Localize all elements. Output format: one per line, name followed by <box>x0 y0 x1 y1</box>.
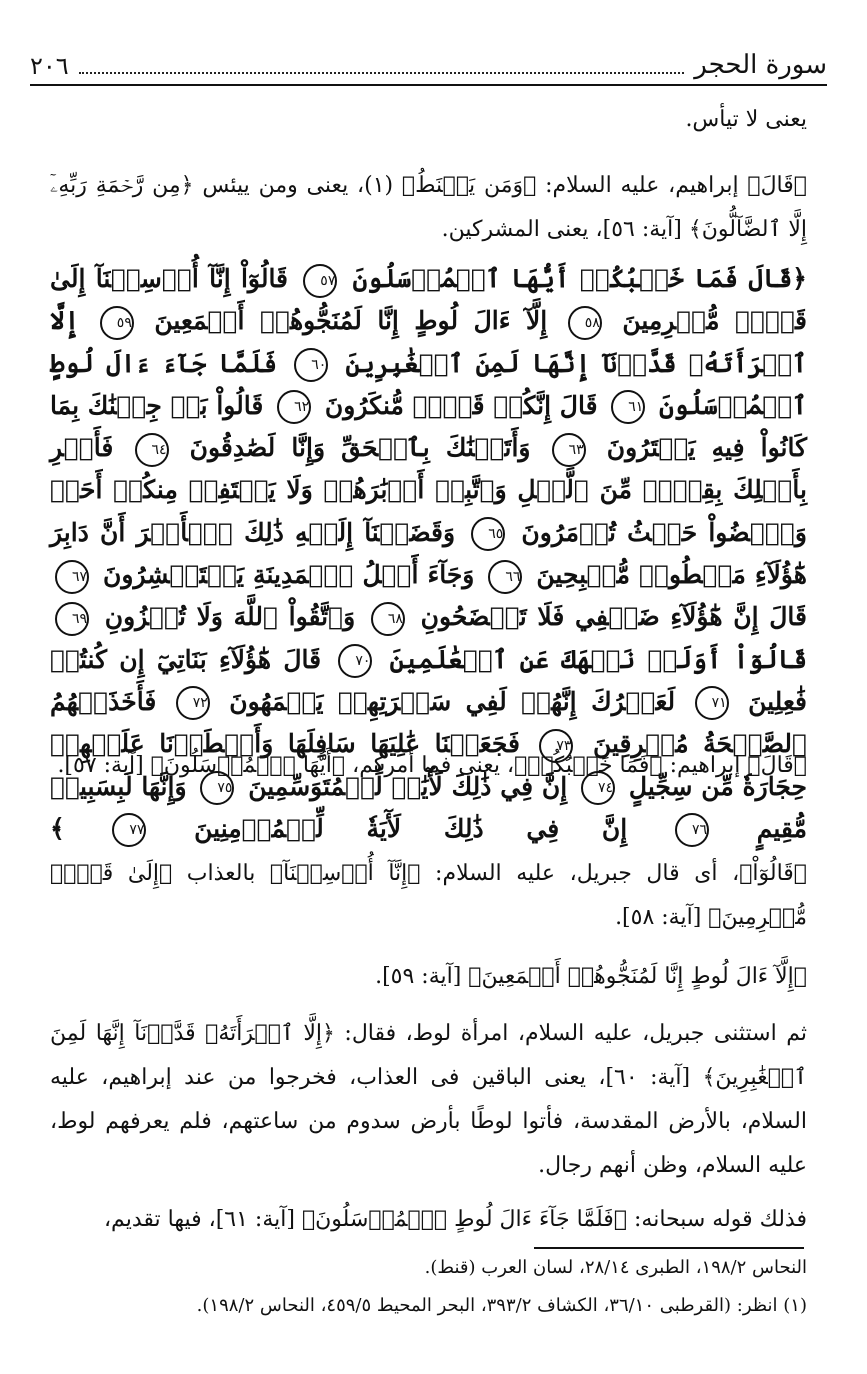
verse-number-medallion: ٦٦ <box>488 560 522 594</box>
verse-text: قَالَ إِنَّ هَٰٓؤُلَآءِ ضَيۡفِي فَلَا تَفۡضَحُونِ <box>420 602 807 632</box>
verse-text: قَالُوٓاْ إِنَّآ أُرۡسِلۡنَآ إِلَىٰ قَوۡمٖ مُّجۡرِمِينَ <box>50 264 807 336</box>
intro-line: يعنى لا تيأس. <box>685 107 807 132</box>
footnote-separator <box>534 1247 804 1249</box>
commentary-59: ﴿إِلَّآ ءَالَ لُوطٍ إِنَّا لَمُنَجُّوهُمۡ أَجۡمَعِينَ﴾ [آية: ٥٩]. <box>375 964 807 989</box>
verse-text: إِلَّا ٱمۡرَأَتَهُۥ قَدَّرۡنَآ إِنَّهَا لَمِنَ ٱلۡغَٰبِرِينَ <box>50 306 807 378</box>
verse-text: وَقَضَيۡنَآ إِلَيۡهِ ذَٰلِكَ ٱلۡأَمۡرَ أَنَّ دَابِرَ هَٰٓؤُلَآءِ مَقۡطُوعٞ مُّصۡبِحِينَ <box>50 517 807 590</box>
verse-text: فَلَمَّا جَآءَ ءَالَ لُوطٍ ٱلۡمُرۡسَلُونَ <box>50 348 807 420</box>
verse-text: وَٱتَّقُواْ ٱللَّهَ وَلَا تُخۡزُونِ <box>104 602 356 632</box>
verse-number-medallion: ٧١ <box>695 686 729 720</box>
verse-text: وَأَتَيۡنَٰكَ بِٱلۡحَقِّ وَإِنَّا لَصَٰدِقُونَ <box>189 433 531 463</box>
verse-number-medallion: ٦١ <box>611 390 645 424</box>
verse-number-medallion: ٥٧ <box>303 264 337 298</box>
commentary-61: فذلك قوله سبحانه: ﴿فَلَمَّا جَآءَ ءَالَ لُوطٍ ٱلۡمُرۡسَلُونَ﴾ [آية: ٦١]، فيها تقديم، <box>103 1207 807 1232</box>
header-dotted-leader <box>79 72 685 74</box>
verse-number-medallion: ٦٨ <box>371 602 405 636</box>
verse-number-medallion: ٦٥ <box>471 517 505 551</box>
verse-number-medallion: ٧٣ <box>539 729 573 763</box>
verse-text: قَالُواْ بَلۡ جِئۡنَٰكَ بِمَا كَانُواْ فِيهِ يَمۡتَرُونَ <box>50 390 807 463</box>
verse-number-medallion: ٧٤ <box>581 771 615 805</box>
verse-text: قَالَ إِنَّكُمۡ قَوۡمٞ مُّنكَرُونَ <box>324 390 598 420</box>
commentary-57: ﴿قَالَ﴾ إبراهيم: ﴿فَمَا خَطۡبُكُمۡ﴾، يعنى فما أمركم، ﴿أَيُّهَا ٱلۡمُرۡسَلُونَ﴾ [آية: ٥٧]. <box>57 753 807 778</box>
verse-number-medallion: ٦٠ <box>294 348 328 382</box>
verse-number-medallion: ٦٣ <box>552 433 586 467</box>
verse-number-medallion: ٦٤ <box>135 433 169 467</box>
verse-text: إِلَّآ ءَالَ لُوطٍ إِنَّا لَمُنَجُّوهُمۡ أَجۡمَعِينَ <box>154 306 548 336</box>
verse-text: فَأَخَذَتۡهُمُ ٱلصَّيۡحَةُ مُشۡرِقِينَ <box>50 686 807 759</box>
verse-text: ﴿قَالَ فَمَا خَطۡبُكُمۡ أَيُّهَا ٱلۡمُرۡسَلُونَ <box>352 264 807 293</box>
footnote-continued: النحاس ١٩٨/٢، الطبرى ٢٨/١٤، لسان العرب (قنط). <box>424 1257 807 1278</box>
verse-number-medallion: ٧٥ <box>200 771 234 805</box>
verse-number-medallion: ٦٢ <box>277 390 311 424</box>
verse-text: إِنَّ فِي ذَٰلِكَ لَأٓيَٰتٖ لِّلۡمُتَوَسِّمِينَ <box>248 771 568 801</box>
page-number: ٢٠٦ <box>30 52 69 80</box>
verse-number-medallion: ٧٢ <box>176 686 210 720</box>
verse-text: قَالُوٓاْ أَوَلَمۡ نَنۡهَكَ عَنِ ٱلۡعَٰلَمِينَ <box>389 644 807 674</box>
verse-number-medallion: ٦٧ <box>55 560 89 594</box>
surah-title: سورة الحجر <box>694 50 827 80</box>
verse-number-medallion: ٦٩ <box>55 602 89 636</box>
verse-number-medallion: ٥٩ <box>100 306 134 340</box>
commentary-60: ثم استثنى جبريل، عليه السلام، امرأة لوط، فقال: ﴿إِلَّا ٱمۡرَأَتَهُۥ قَدَّرۡنَآ إِنَّهَا لَمِنَ ٱلۡغَٰبِرِينَ﴾ [آية: ٦٠]، يعنى الباقين فى العذاب، فخرجوا من عند إبراهيم، عليه السلام، بالأرض المقدسة، فأتوا لوطًا بأرض سدوم من ساعتهم، فلم يعرفهم لوط، عليه السلام، وظن أنهم رجال. <box>50 1021 807 1178</box>
verse-text: وَإِنَّهَا لَبِسَبِيلٖ مُّقِيمٍ <box>50 771 807 843</box>
verse-number-medallion: ٧٠ <box>338 644 372 678</box>
verse-text: إِنَّ فِي ذَٰلِكَ لَأٓيَةٗ لِّلۡمُؤۡمِنِينَ <box>194 813 628 843</box>
verse-number-medallion: ٧٦ <box>675 813 709 847</box>
verse-text: لَعَمۡرُكَ إِنَّهُمۡ لَفِي سَكۡرَتِهِمۡ يَعۡمَهُونَ <box>229 686 676 716</box>
footnote-1: (١) انظر: (القرطبى ٣٦/١٠، الكشاف ٣٩٣/٢، البحر المحيط ٤٥٩/٥، النحاس ١٩٨/٢). <box>196 1295 807 1316</box>
intro-paragraph: ﴿قَالَ﴾ إبراهيم، عليه السلام: ﴿وَمَن يَقۡنَطُ﴾ (١)، يعنى ومن ييئس ﴿مِن رَّحۡمَةِ رَبِّهِۦٓ إِلَّا ٱلضَّآلُّونَ﴾ [آية: ٥٦]، يعنى المشركين. <box>50 173 807 242</box>
verse-text: قَالَ هَٰٓؤُلَآءِ بَنَاتِيٓ إِن كُنتُمۡ فَٰعِلِينَ <box>50 644 807 716</box>
verse-text: فَأَسۡرِ بِأَهۡلِكَ بِقِطۡعٖ مِّنَ ٱلَّيۡلِ وَٱتَّبِعۡ أَدۡبَٰرَهُمۡ وَلَا يَلۡتَفِتۡ مِنكُمۡ أَحَدٞ وَٱمۡضُواْ حَيۡثُ تُؤۡمَرُونَ <box>50 433 807 547</box>
closing-bracket: ﴾ <box>50 813 65 843</box>
verse-number-medallion: ٥٨ <box>568 306 602 340</box>
verse-text: فَجَعَلۡنَا عَٰلِيَهَا سَافِلَهَا وَأَمۡطَرۡنَا عَلَيۡهِمۡ حِجَارَةٗ مِّن سِجِّيلٍ <box>50 729 807 801</box>
verse-number-medallion: ٧٧ <box>112 813 146 847</box>
page-header <box>30 44 827 86</box>
verse-text: وَجَآءَ أَهۡلُ ٱلۡمَدِينَةِ يَسۡتَبۡشِرُونَ <box>103 560 475 590</box>
commentary-58: ﴿قَالُوٓاْ﴾، أى قال جبريل، عليه السلام: ﴿إِنَّآ أُرۡسِلۡنَآ﴾ بالعذاب ﴿إِلَىٰ قَوۡمٖ مُّجۡرِمِينَ﴾ [آية: ٥٨]. <box>50 861 807 930</box>
